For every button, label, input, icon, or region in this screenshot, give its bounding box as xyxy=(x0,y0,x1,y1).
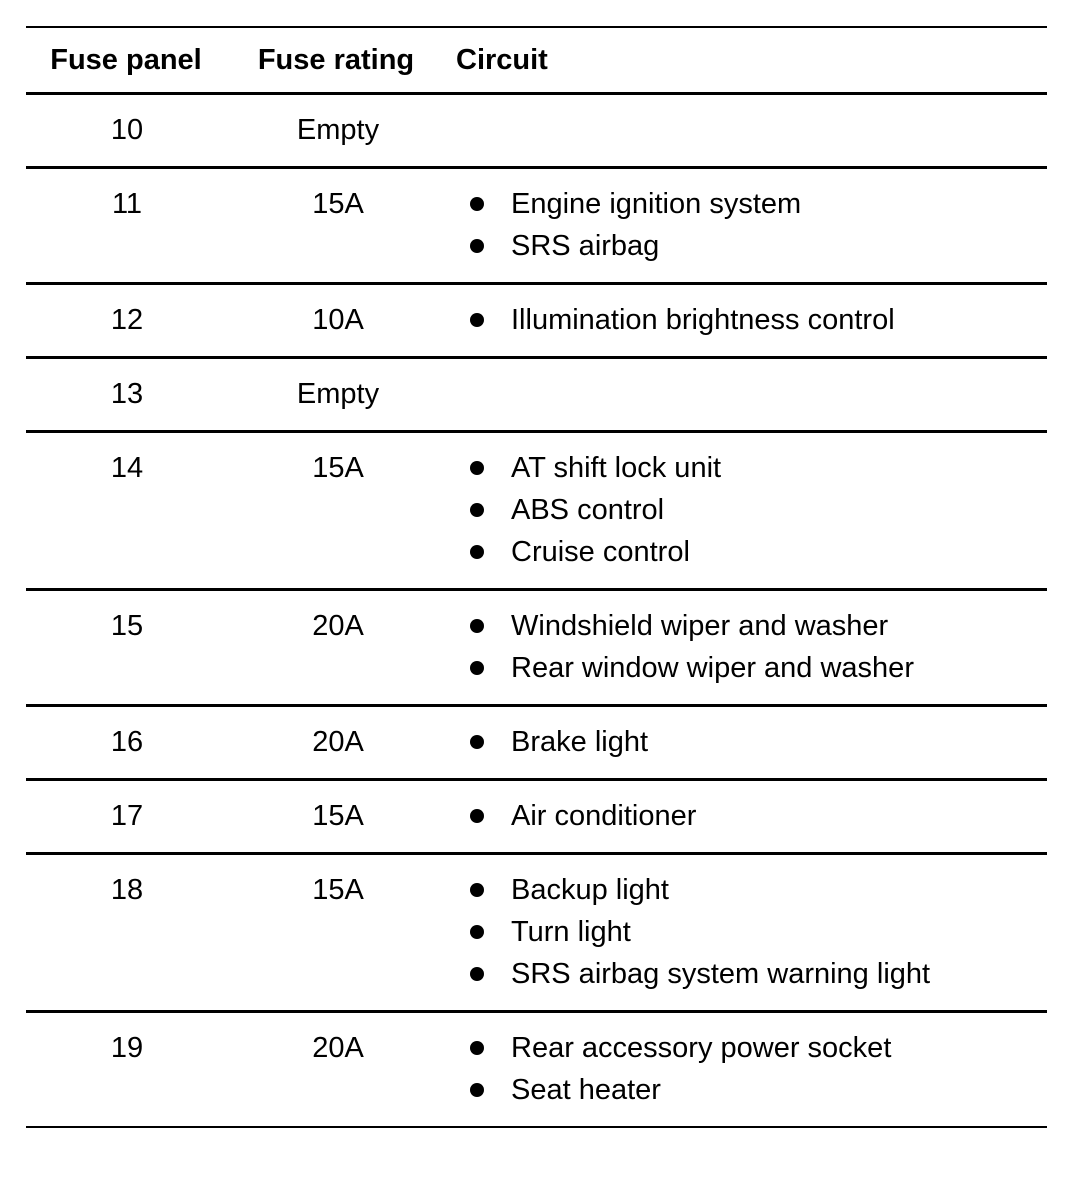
circuit-list-item xyxy=(458,299,1047,341)
table-row xyxy=(26,854,1047,1012)
circuit-label: ABS control xyxy=(511,494,665,526)
circuit-list-item xyxy=(458,531,1047,573)
fuse-panel-cell: 17 xyxy=(110,800,144,832)
circuit-list-item xyxy=(458,647,1047,689)
bullet-icon xyxy=(470,239,484,253)
header-fuse-rating: Fuse rating xyxy=(257,43,415,76)
circuit-list-item xyxy=(458,447,1047,489)
circuit-cell xyxy=(442,284,1047,358)
circuit-label: Illumination brightness control xyxy=(511,304,895,336)
table-row xyxy=(26,780,1047,854)
circuit-label: AT shift lock unit xyxy=(511,452,722,484)
circuit-cell xyxy=(442,706,1047,780)
circuit-list xyxy=(458,1027,1047,1111)
circuit-cell xyxy=(442,1012,1047,1128)
circuit-list-item xyxy=(458,1027,1047,1069)
circuit-label: Backup light xyxy=(511,874,669,906)
circuit-list xyxy=(458,795,1047,837)
circuit-label: Turn light xyxy=(511,916,631,948)
circuit-cell xyxy=(442,432,1047,590)
circuit-list-item xyxy=(458,721,1047,763)
circuit-list-item xyxy=(458,183,1047,225)
circuit-list xyxy=(458,605,1047,689)
table-row xyxy=(26,432,1047,590)
circuit-list-item xyxy=(458,605,1047,647)
circuit-cell xyxy=(442,590,1047,706)
fuse-panel-cell: 16 xyxy=(110,726,144,758)
fuse-panel-cell: 12 xyxy=(110,304,144,336)
circuit-list xyxy=(458,183,1047,267)
circuit-list-item xyxy=(458,911,1047,953)
table-row xyxy=(26,94,1047,168)
circuit-list xyxy=(458,447,1047,573)
header-circuit: Circuit xyxy=(456,43,548,76)
fuse-rating-cell: 10A xyxy=(312,304,364,336)
fuse-panel-cell: 19 xyxy=(110,1032,144,1064)
circuit-cell xyxy=(442,854,1047,1012)
circuit-label: Air conditioner xyxy=(511,800,697,832)
circuit-label: Engine ignition system xyxy=(511,188,802,220)
table-row xyxy=(26,706,1047,780)
fuse-rating-cell: 15A xyxy=(312,452,364,484)
fuse-panel-cell: 14 xyxy=(110,452,144,484)
table-row xyxy=(26,590,1047,706)
fuse-rating-cell: 20A xyxy=(312,1032,364,1064)
fuse-panel-cell: 11 xyxy=(111,188,143,220)
circuit-list-item xyxy=(458,953,1047,995)
fuse-rating-cell: Empty xyxy=(296,114,380,146)
circuit-list xyxy=(458,869,1047,995)
bullet-icon xyxy=(470,925,484,939)
bullet-icon xyxy=(470,619,484,633)
fuse-rating-cell: Empty xyxy=(296,378,380,410)
bullet-icon xyxy=(470,545,484,559)
table-row xyxy=(26,358,1047,432)
bullet-icon xyxy=(470,967,484,981)
bullet-icon xyxy=(470,461,484,475)
fuse-panel-cell: 10 xyxy=(110,114,144,146)
circuit-label: Cruise control xyxy=(511,536,690,568)
bullet-icon xyxy=(470,1083,484,1097)
circuit-list xyxy=(458,299,1047,341)
fuse-panel-cell: 18 xyxy=(110,874,144,906)
bullet-icon xyxy=(470,735,484,749)
fuse-panel-cell: 15 xyxy=(110,610,144,642)
bullet-icon xyxy=(470,503,484,517)
circuit-list-item xyxy=(458,225,1047,267)
header-row xyxy=(26,27,1047,94)
header-fuse-panel: Fuse panel xyxy=(50,43,202,76)
bullet-icon xyxy=(470,313,484,327)
bullet-icon xyxy=(470,809,484,823)
circuit-list-item xyxy=(458,489,1047,531)
table-row xyxy=(26,284,1047,358)
circuit-list-item xyxy=(458,795,1047,837)
circuit-label: Windshield wiper and washer xyxy=(511,610,889,642)
fuse-rating-cell: 20A xyxy=(312,610,364,642)
table-row xyxy=(26,1012,1047,1128)
circuit-label: Seat heater xyxy=(511,1074,661,1106)
circuit-list xyxy=(458,721,1047,763)
table-header xyxy=(26,27,1047,94)
circuit-list-item xyxy=(458,1069,1047,1111)
bullet-icon xyxy=(470,197,484,211)
table-row xyxy=(26,168,1047,284)
bullet-icon xyxy=(470,1041,484,1055)
circuit-label: SRS airbag system warning light xyxy=(511,958,931,990)
fuse-rating-cell: 15A xyxy=(312,800,364,832)
circuit-label: Brake light xyxy=(511,726,649,758)
circuit-label: SRS airbag xyxy=(511,230,660,262)
circuit-cell xyxy=(442,358,1047,432)
bullet-icon xyxy=(470,661,484,675)
circuit-cell xyxy=(442,94,1047,168)
circuit-cell xyxy=(442,780,1047,854)
table-body xyxy=(26,94,1047,1128)
bullet-icon xyxy=(470,883,484,897)
fuse-panel-cell: 13 xyxy=(110,378,144,410)
circuit-label: Rear window wiper and washer xyxy=(511,652,914,684)
circuit-list-item xyxy=(458,869,1047,911)
circuit-cell xyxy=(442,168,1047,284)
fuse-rating-cell: 15A xyxy=(312,188,364,220)
circuit-label: Rear accessory power socket xyxy=(511,1032,892,1064)
fuse-rating-cell: 20A xyxy=(312,726,364,758)
fuse-table xyxy=(26,26,1047,1128)
fuse-rating-cell: 15A xyxy=(312,874,364,906)
